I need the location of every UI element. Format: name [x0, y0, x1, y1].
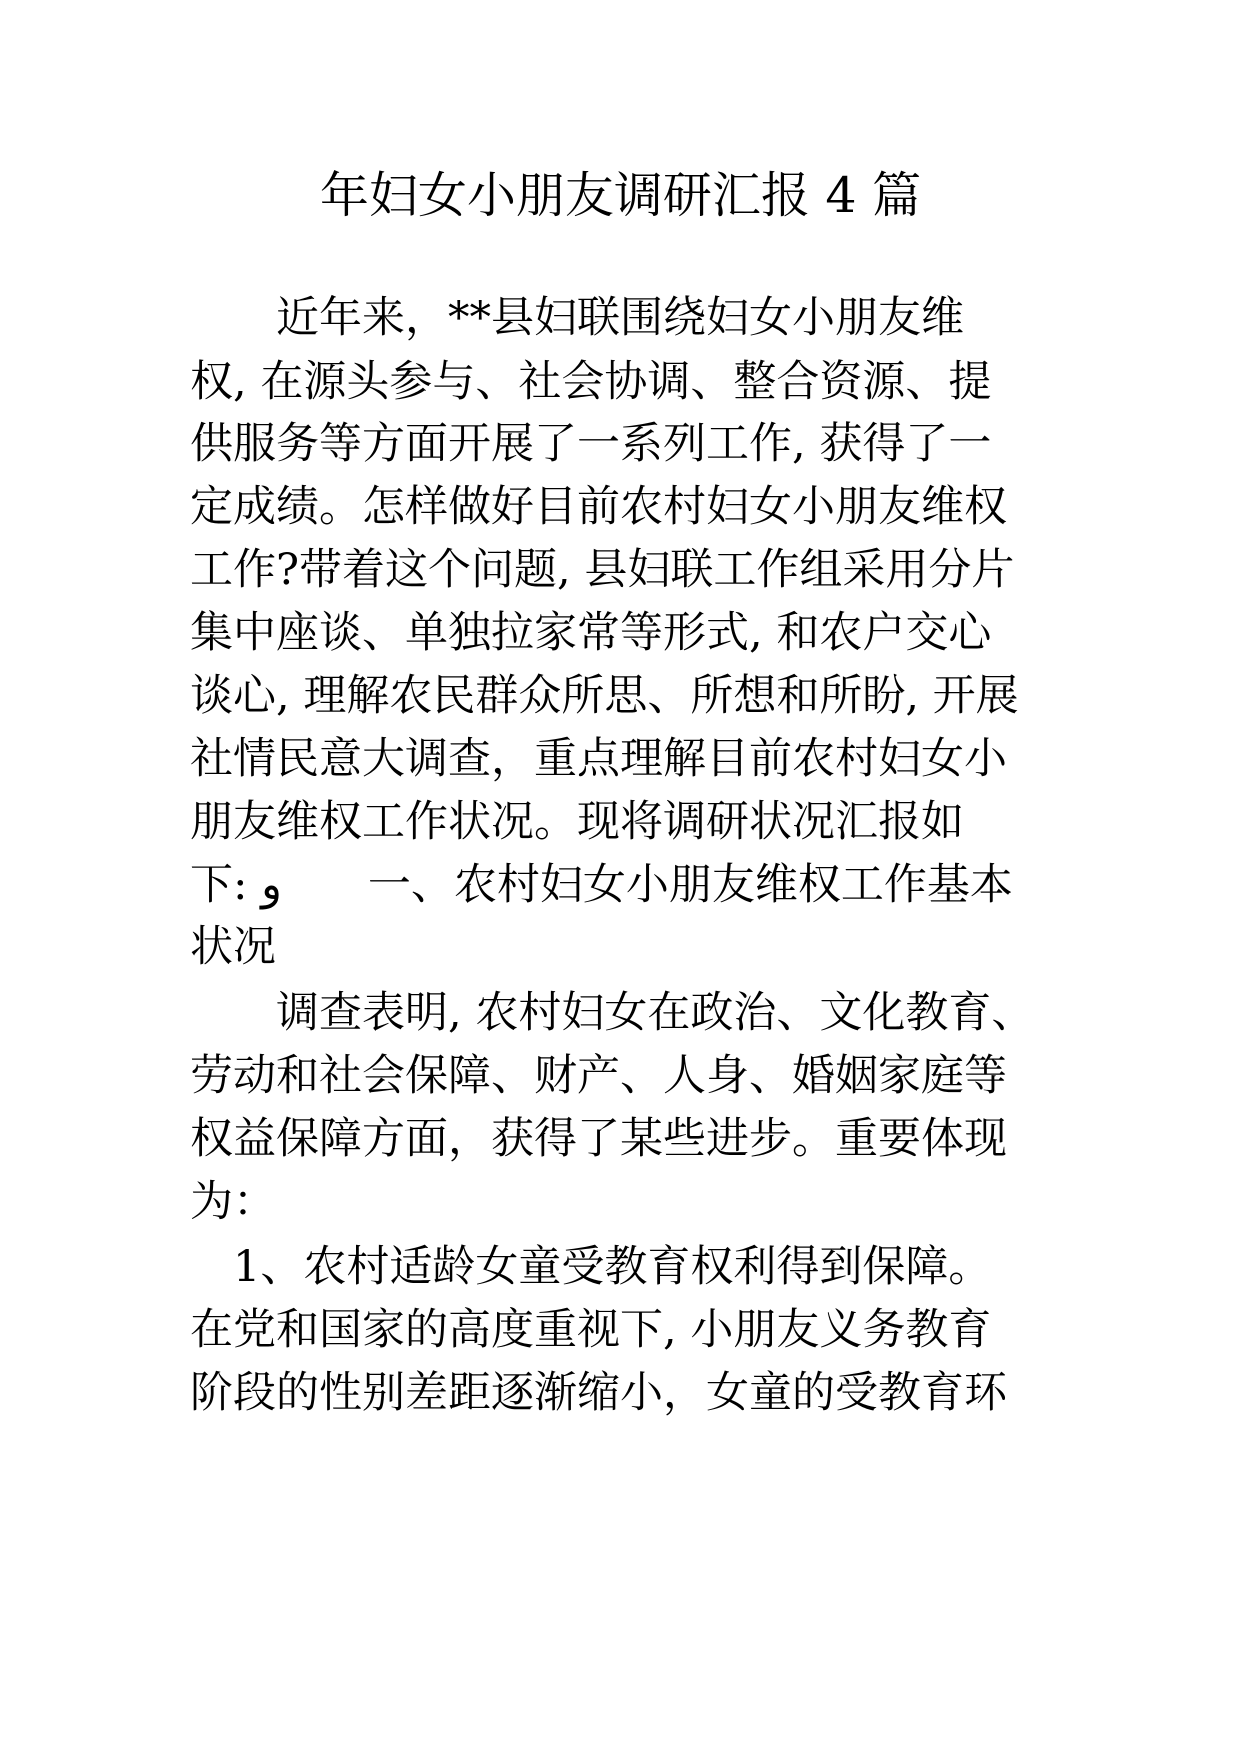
body-line: 阶段的性别差距逐渐缩小，女童的受教育环: [190, 1368, 1007, 1418]
body-line: 状况: [190, 922, 276, 972]
body-line: 权, 在源头参与、社会协调、整合资源、提: [190, 357, 992, 407]
body-line: 在党和国家的高度重视下, 小朋友义务教育: [190, 1305, 992, 1355]
body-line: 谈心, 理解农民群众所思、所想和所盼, 开展: [190, 671, 1019, 721]
document-title: 年妇女小朋友调研汇报 4 篇: [319, 167, 922, 224]
body-line: 供服务等方面开展了一系列工作, 获得了一: [190, 419, 992, 469]
body-line: 社情民意大调查，重点理解目前农村妇女小: [190, 734, 1007, 784]
body-line: 工作?带着这个问题, 县妇联工作组采用分片: [190, 545, 1015, 595]
body-line: 1、农村适龄女童受教育权利得到保障。: [190, 1242, 992, 1292]
body-line: 劳动和社会保障、财产、人身、婚姻家庭等: [190, 1051, 1007, 1101]
body-line: 调查表明, 农村妇女在政治、文化教育、: [190, 988, 1035, 1038]
body-line: 朋友维权工作状况。现将调研状况汇报如: [190, 797, 964, 847]
body-line: 定成绩。怎样做好目前农村妇女小朋友维权: [190, 482, 1007, 532]
body-line: 为：: [190, 1177, 276, 1227]
body-line: 权益保障方面，获得了某些进步。重要体现: [190, 1114, 1007, 1164]
body-line: 近年来，**县妇联围绕妇女小朋友维: [190, 293, 964, 343]
body-line: 集中座谈、单独拉家常等形式, 和农户交心: [190, 608, 992, 658]
body-line: 下: و 一、农村妇女小朋友维权工作基本: [190, 860, 1013, 910]
